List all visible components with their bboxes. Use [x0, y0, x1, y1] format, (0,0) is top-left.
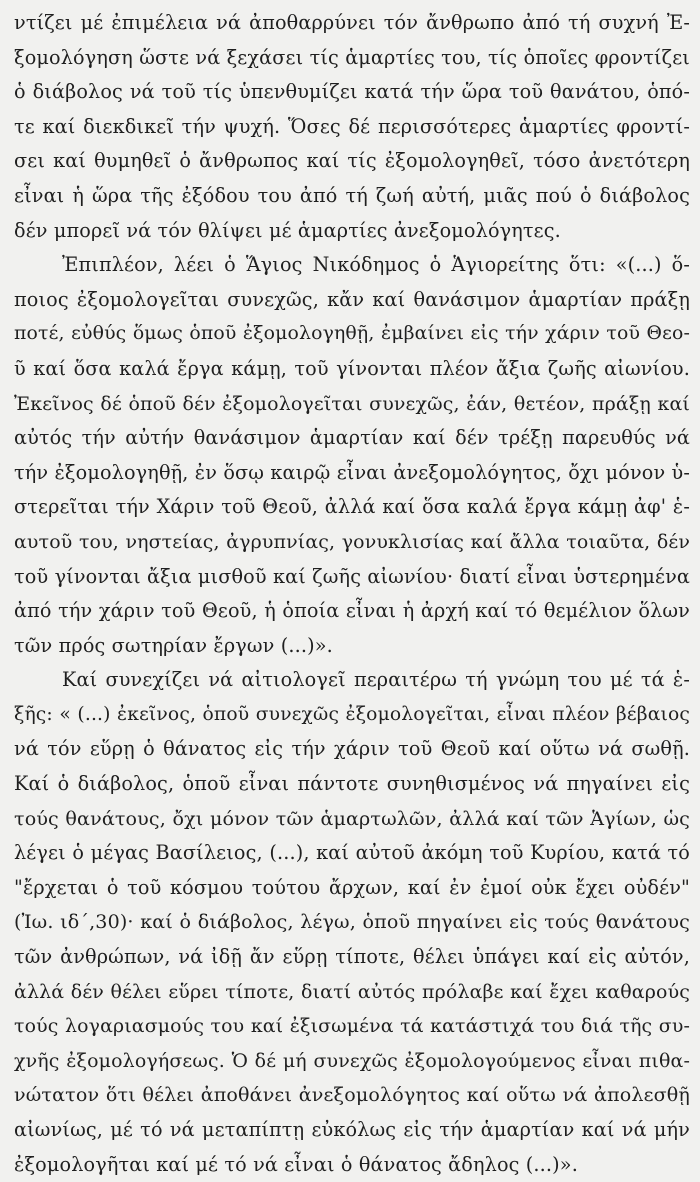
text-line: αυτοῦ του, νηστείας, ἀγρυπνίας, γονυκλισίας καί ἄλλα τοιαῦτα, δέν: [14, 530, 690, 553]
text-line: αἰωνίως, μέ τό νά μεταπίπτῃ εὐκόλως εἰς τήν ἁμαρτίαν καί νά μήν: [14, 1118, 690, 1141]
text-line: "ἔρχεται ὁ τοῦ κόσμου τούτου ἄρχων, καί ἐν ἐμοί οὐκ ἔχει οὐδέν": [14, 875, 690, 899]
text-line: τούς λογαριασμούς του καί ἐξισωμένα τά κατάστιχά του διά τῆς συ-: [14, 1015, 690, 1038]
text-line: Ἐκεῖνος δέ ὁποῦ δέν ἐξομολογεῖται συνεχῶς, ἐάν, θετέον, πράξῃ καί: [14, 392, 690, 415]
text-line: Καί συνεχίζει νά αἰτιολογεῖ περαιτέρω τή γνώμη του μέ τά ἑ-: [62, 668, 690, 692]
text-line: Ἐπιπλέον, λέει ὁ Ἅγιος Νικόδημος ὁ Ἁγιορείτης ὅτι: «(...) ὅ-: [62, 253, 690, 277]
text-line: αὐτός τήν αὐτήν θανάσιμον ἁμαρτίαν καί δέν τρέξῃ παρευθύς νά: [14, 426, 690, 450]
text-line: ξομολόγηση ὥστε νά ξεχάσει τίς ἁμαρτίες του, τίς ὁποῖες φροντίζει: [14, 45, 690, 69]
text-line: τῶν πρός σωτηρίαν ἔργων (...)».: [14, 633, 333, 657]
text-line: νώτατον ὅτι θέλει ἀποθάνει ἀνεξομολόγητος καί οὕτω νά ἀπολεσθῇ: [14, 1084, 690, 1107]
text-line: τήν ἐξομολογηθῇ, ἐν ὅσῳ καιρῷ εἶναι ἀνεξομολόγητος, ὄχι μόνον ὑ-: [14, 460, 690, 484]
text-line: ἐξομολογῆται καί μέ τό νά εἶναι ὁ θάνατος ἄδηλος (...)».: [14, 1152, 578, 1176]
text-line: (Ἰω. ιδ΄,30)· καί ὁ διάβολος, λέγω, ὁποῦ πηγαίνει εἰς τούς θανάτους: [14, 911, 690, 934]
document-body: [14, 6, 690, 1182]
text-line: Καί ὁ διάβολος, ὁποῦ εἶναι πάντοτε συνηθισμένος νά πηγαίνει εἰς: [14, 772, 690, 796]
text-line: τοῦ γίνονται ἄξια μισθοῦ καί ζωῆς αἰωνίου· διατί εἶναι ὑστερημένα: [14, 564, 690, 588]
text-line: ξῆς: « (...) ἐκεῖνος, ὁποῦ συνεχῶς ἐξομολογεῖται, εἶναι πλέον βέβαιος: [14, 703, 690, 725]
text-line: δέν μπορεῖ νά τόν θλίψει μέ ἁμαρτίες ἀνεξομολόγητες.: [14, 218, 561, 242]
text-line: στερεῖται τήν Χάριν τοῦ Θεοῦ, ἀλλά καί ὅσα καλά ἔργα κάμῃ ἀφ' ἑ-: [14, 495, 690, 519]
text-line: τε καί διεκδικεῖ τήν ψυχή. Ὅσες δέ περισσότερες ἁμαρτίες φροντί-: [14, 114, 690, 138]
text-line: νά τόν εὕρῃ ὁ θάνατος εἰς τήν χάριν τοῦ Θεοῦ καί οὕτω νά σωθῇ.: [14, 737, 690, 761]
text-line: τούς θανάτους, ὄχι μόνον τῶν ἁμαρτωλῶν, ἀλλά καί τῶν Ἁγίων, ὡς: [14, 807, 690, 830]
text-line: ῦ καί ὅσα καλά ἔργα κάμῃ, τοῦ γίνονται πλέον ἄξια ζωῆς αἰωνίου.: [14, 356, 690, 380]
text-line: εἶναι ἡ ὥρα τῆς ἐξόδου του ἀπό τή ζωή αὐτή, μιᾶς πού ὁ διάβολος: [14, 183, 690, 207]
text-line: ἀπό τήν χάριν τοῦ Θεοῦ, ἡ ὁποία εἶναι ἡ ἀρχή καί τό θεμέλιον ὅλων: [14, 599, 690, 623]
text-line: ντίζει μέ ἐπιμέλεια νά ἀποθαρρύνει τόν ἄνθρωπο ἀπό τή συχνή Ἐ-: [14, 11, 690, 34]
text-line: σει καί θυμηθεῖ ὁ ἄνθρωπος καί τίς ἐξομολογηθεῖ, τόσο ἀνετότερη: [14, 149, 690, 173]
text-line: ποτέ, εὐθύς ὅμως ὁποῦ ἐξομολογηθῇ, ἐμβαίνει εἰς τήν χάριν τοῦ Θεο-: [14, 323, 690, 345]
text-line: ἀλλά δέν θέλει εὕρει τίποτε, διατί αὐτός πρόλαβε καί ἔχει καθαρούς: [14, 980, 690, 1003]
text-line: ὁ διάβολος νά τοῦ τίς ὑπενθυμίζει κατά τήν ὥρα τοῦ θανάτου, ὁπό-: [14, 80, 690, 104]
text-line: λέγει ὁ μέγας Βασίλειος, (...), καί αὐτοῦ ἀκόμη τοῦ Κυρίου, κατά τό: [14, 841, 690, 865]
text-line: τῶν ἀνθρώπων, νά ἰδῇ ἄν εὕρῃ τίποτε, θέλει ὑπάγει καί εἰς αὐτόν,: [14, 945, 690, 969]
text-line: ποιος ἐξομολογεῖται συνεχῶς, κἄν καί θανάσιμον ἁμαρτίαν πράξῃ: [14, 287, 690, 311]
text-line: χνῆς ἐξομολογήσεως. Ὁ δέ μή συνεχῶς ἐξομολογούμενος εἶναι πιθα-: [14, 1049, 690, 1072]
